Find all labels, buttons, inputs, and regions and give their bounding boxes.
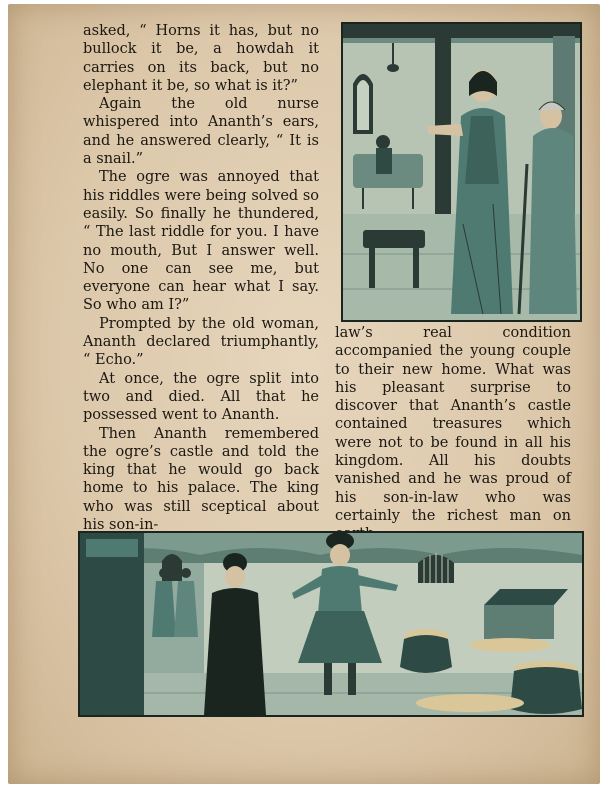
paragraph: The ogre was annoyed that his riddles were being solved so easily. So finally he thundered, “ The last riddle for you. I have no mouth, But I answer well. No one can see me, but everyone can hear what I say. So who am I?” — [83, 169, 319, 314]
illustration-treasure-room — [78, 531, 584, 717]
comic-page — [8, 4, 600, 784]
paragraph: Then Ananth remembered the ogre’s castle and told the king that he would go back home to his palace. The king who was still sceptical about his son-in- — [83, 425, 319, 534]
paragraph: law’s real condition accompanied the young couple to their new home. What was his pleasant surprise to discover that Ananth’s castle contained treasures which were not to be found in all his kingdom. All his doubts vanished and he was proud of his son-in-law who was certainly the richest man on — [335, 325, 571, 524]
story-left-column — [83, 22, 319, 534]
paragraph: At once, the ogre split into two and died. All that he possessed went to Ananth. — [83, 370, 319, 424]
illustration-princess-and-nurse — [341, 22, 582, 322]
paragraph: Again the old nurse whispered into Ananth’s ears, and he answered clearly, “ It is a snail.” — [83, 96, 319, 168]
story-right-column — [335, 324, 571, 544]
paragraph: Prompted by the old woman, Ananth declared triumphantly, “ Echo.” — [83, 315, 319, 369]
paragraph: asked, “ Horns it has, but no bullock it be, a howdah it carries on its back, but no elephant it be, so what is it?” — [83, 23, 319, 94]
